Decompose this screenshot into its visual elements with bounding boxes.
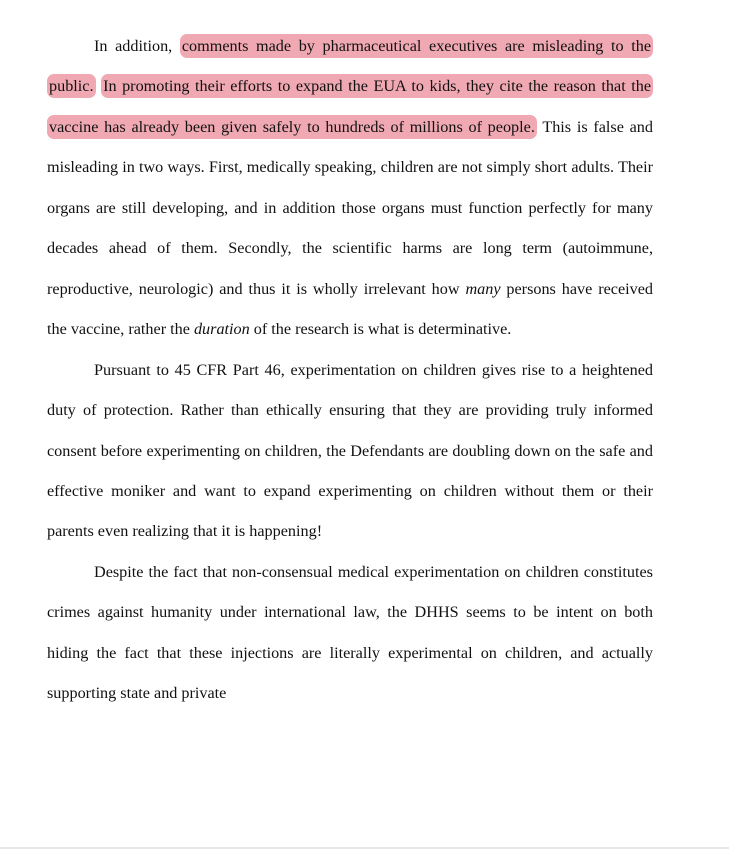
highlighted-sentence-1[interactable]: comments made by pharmaceutical executives are misleading to the public. — [47, 34, 653, 98]
paragraph-3: Despite the fact that non-consensual medical experimentation on children constitutes crimes against humanity under international law, the DHHS seems to be intent on both hiding the fact that these injections are literally experimental on children, and actually supporting state and private — [47, 562, 653, 703]
paragraph-1-text-1: This is false and misleading in two ways. First, medically speaking, children are not simply short adults. Their organs are still developing, and in addition those organs must function perfectly for many decades ahead of them. Secondly, the scientific harms are long term (autoimmune, reproductive, neurologic) and thus it is wholly irrelevant how — [47, 117, 653, 298]
paragraph-2: Pursuant to 45 CFR Part 46, experimentation on children gives rise to a heightened duty of protection. Rather than ethically ensuring that they are providing truly informed consent before experimenting on children, the Defendants are doubling down on the safe and effective moniker and want to expand experimenting on children without them or their parents even realizing that it is happening! — [47, 360, 653, 541]
emphasis-many: many — [465, 279, 501, 298]
paragraph-1-intro: In addition, — [94, 37, 173, 55]
paragraph-1 — [47, 26, 653, 350]
document-body — [47, 26, 653, 714]
emphasis-duration: duration — [193, 320, 250, 339]
paragraph-1-text-2: persons have received the vaccine, rather the — [47, 279, 654, 339]
paragraph-1-text-3: of the research is what is determinative. — [253, 320, 512, 339]
highlighted-sentence-2[interactable]: In promoting their efforts to expand the EUA to kids, they cite the reason that the vaccine has already been given safely to hundreds of millions of people. — [47, 74, 653, 138]
